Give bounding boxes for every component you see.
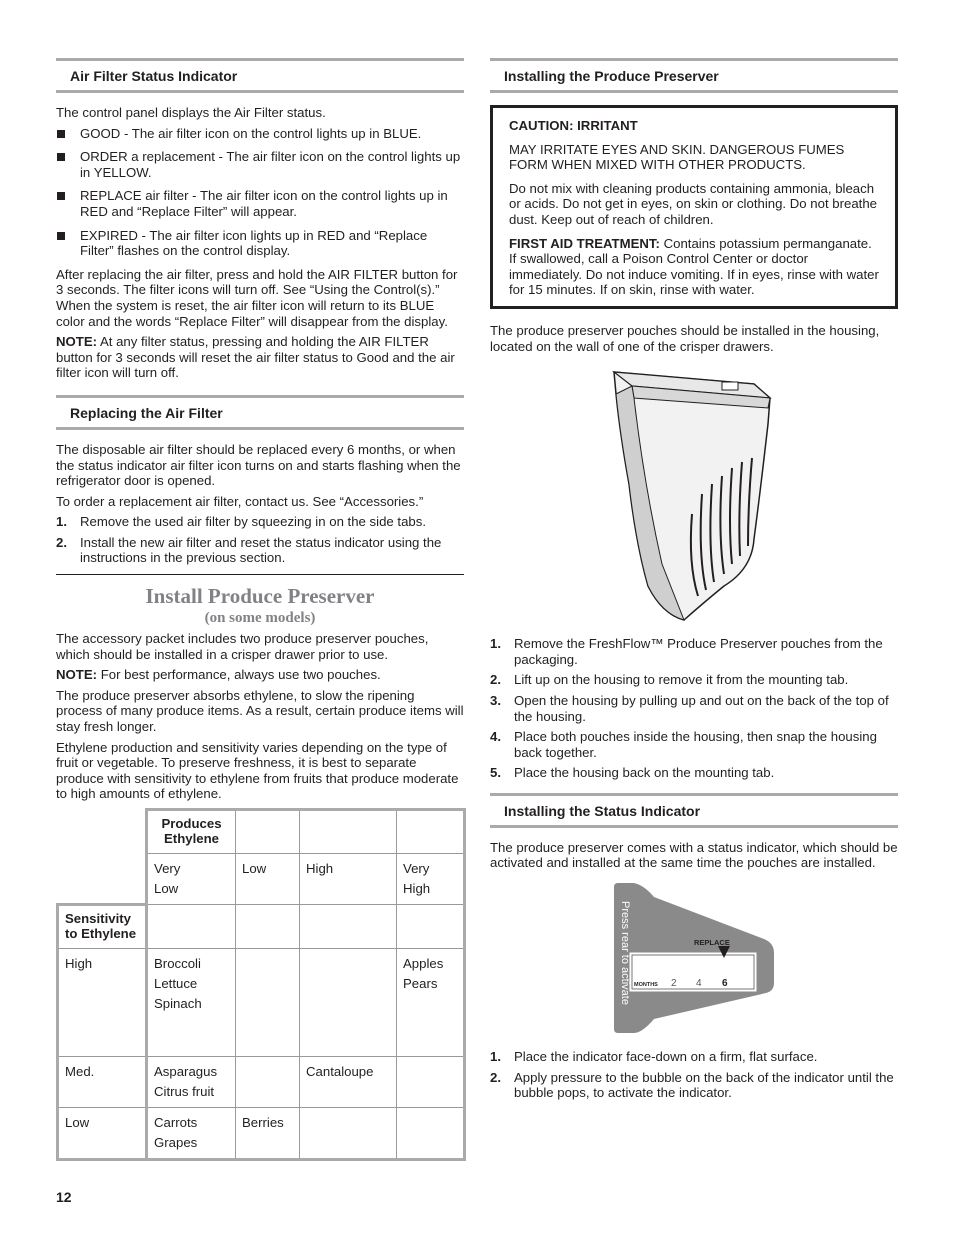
paragraph: Ethylene production and sensitivity varies depending on the type of fruit or vegetable. To preserve freshness, it is best to separate produce with sensitivity to ethylene from fruits that produce moderate to high amounts of ethylene.: [56, 739, 459, 802]
caution-box: [490, 105, 898, 309]
indicator-side-text: Press rear to activate: [619, 901, 631, 1005]
table-cell: Very High: [397, 854, 465, 905]
table-cell: [397, 1108, 465, 1160]
table-cell: [300, 1108, 397, 1160]
table-cell: Berries: [236, 1108, 300, 1160]
bullet-item: REPLACE air filter - The air filter icon on the control lights up in RED and “Replace Filter” will appear.: [56, 188, 464, 219]
paragraph: After replacing the air filter, press and hold the AIR FILTER button for 3 seconds. The filter icons will turn off. See “Using the Control(s).” When the system is reset, the air filter icon will return to its BLUE color and the words “Replace Filter” will disappear from the display.: [56, 266, 458, 329]
heading-status-indicator: Installing the Status Indicator: [490, 793, 898, 828]
bullet-square-icon: [57, 153, 65, 161]
table-cell: High: [300, 854, 397, 905]
step-item: 2. Apply pressure to the bubble on the back of the indicator until the bubble pops, to activate the indicator.: [490, 1069, 894, 1101]
table-row-label: Med.: [58, 1057, 147, 1108]
indicator-replace-label: REPLACE: [694, 938, 730, 948]
table-cell: Broccoli Lettuce Spinach: [147, 949, 236, 1057]
table-cell: [300, 949, 397, 1057]
heading-installing-preserver: Installing the Produce Preserver: [490, 58, 898, 93]
table-row-label: High: [58, 949, 147, 1057]
heading-replacing-filter: Replacing the Air Filter: [56, 395, 464, 430]
section-subtitle: (on some models): [204, 610, 316, 627]
table-cell: Asparagus Citrus fruit: [147, 1057, 236, 1108]
bullet-square-icon: [57, 192, 65, 200]
section-divider: [56, 574, 464, 627]
step-item: 4. Place both pouches inside the housing, then snap the housing back together.: [490, 729, 877, 760]
bullet-item: ORDER a replacement - The air filter icon on the control lights up in YELLOW.: [56, 149, 464, 180]
table-header-produces: Produces Ethylene: [147, 810, 236, 854]
table-cell: Low: [236, 854, 300, 905]
indicator-tick: 2: [671, 978, 677, 990]
heading-air-filter-status: Air Filter Status Indicator: [56, 58, 464, 93]
bullet-square-icon: [57, 232, 65, 240]
first-aid: FIRST AID TREATMENT: Contains potassium permanganate. If swallowed, call a Poison Control Center or doctor immediately. Do not induce vomiting. If in eyes, rinse with water for 15 minutes. If on skin, rinse with water.: [509, 235, 879, 298]
table-cell: Carrots Grapes: [147, 1108, 236, 1160]
paragraph: To order a replacement air filter, contact us. See “Accessories.”: [56, 493, 424, 509]
table-cell: [236, 949, 300, 1057]
bullet-square-icon: [57, 130, 65, 138]
note: NOTE: For best performance, always use two pouches.: [56, 667, 381, 683]
step-item: 1. Remove the FreshFlow™ Produce Preserver pouches from the packaging.: [490, 636, 883, 667]
caution-title: CAUTION: IRRITANT: [509, 118, 638, 133]
paragraph: The produce preserver comes with a status indicator, which should be activated and installed at the same time the pouches are installed.: [490, 839, 898, 871]
section-title: Install Produce Preserver: [145, 584, 375, 609]
preserver-housing-illustration: [604, 364, 784, 626]
table-cell: Cantaloupe: [300, 1057, 397, 1108]
step-item: 1. Remove the used air filter by squeezing in on the side tabs.: [56, 514, 427, 530]
paragraph: The produce preserver pouches should be installed in the housing, located on the wall of one of the crisper drawers.: [490, 322, 880, 354]
housing-drawing: [604, 364, 784, 626]
paragraph: The disposable air filter should be replaced every 6 months, or when the status indicator air filter icon turns on and starts flashing when the refrigerator door is opened.: [56, 441, 461, 489]
caution-warning: MAY IRRITATE EYES AND SKIN. DANGEROUS FUMES FORM WHEN MIXED WITH OTHER PRODUCTS.: [509, 141, 845, 173]
paragraph: The accessory packet includes two produce preserver pouches, which should be installed in a crisper drawer prior to use.: [56, 631, 429, 662]
table-cell: Apples Pears: [397, 949, 465, 1057]
step-item: 1. Place the indicator face-down on a firm, flat surface.: [490, 1049, 818, 1065]
status-indicator-illustration: [614, 883, 774, 1033]
page-number: 12: [56, 1189, 72, 1205]
indicator-months-label: MONTHS: [634, 982, 658, 989]
ethylene-table: [56, 808, 466, 1161]
step-item: 3. Open the housing by pulling up and out on the back of the top of the housing.: [490, 692, 889, 724]
right-column: [490, 58, 898, 1106]
paragraph: The control panel displays the Air Filter status.: [56, 105, 326, 120]
indicator-drawing: [614, 883, 774, 1033]
table-header-sensitivity: Sensitivity to Ethylene: [58, 905, 147, 949]
table-cell: [397, 1057, 465, 1108]
table-cell: [236, 1057, 300, 1108]
indicator-tick: 6: [722, 978, 728, 990]
step-item: 2. Install the new air filter and reset the status indicator using the instructions in the previous section.: [56, 534, 442, 566]
bullet-item: EXPIRED - The air filter icon lights up in RED and “Replace Filter” flashes on the control display.: [56, 228, 464, 259]
indicator-tick: 4: [696, 978, 702, 990]
step-item: 5. Place the housing back on the mounting tab.: [490, 765, 775, 781]
note: NOTE: At any filter status, pressing and holding the AIR FILTER button for 3 seconds will reset the air filter status to Good and the air filter icon will turn off.: [56, 334, 455, 381]
table-cell: Very Low: [147, 854, 236, 905]
bullet-item: GOOD - The air filter icon on the control lights up in BLUE.: [56, 126, 464, 142]
paragraph: The produce preserver absorbs ethylene, to slow the ripening process of many produce items. As a result, certain produce items will stay fresh longer.: [56, 687, 464, 735]
left-column: [56, 58, 464, 1161]
caution-body: Do not mix with cleaning products containing ammonia, bleach or acids. Do not get in eyes, on skin or clothing. Do not breathe dust. Keep out of reach of children.: [509, 180, 877, 227]
step-item: 2. Lift up on the housing to remove it from the mounting tab.: [490, 672, 849, 688]
table-row-label: Low: [58, 1108, 147, 1160]
